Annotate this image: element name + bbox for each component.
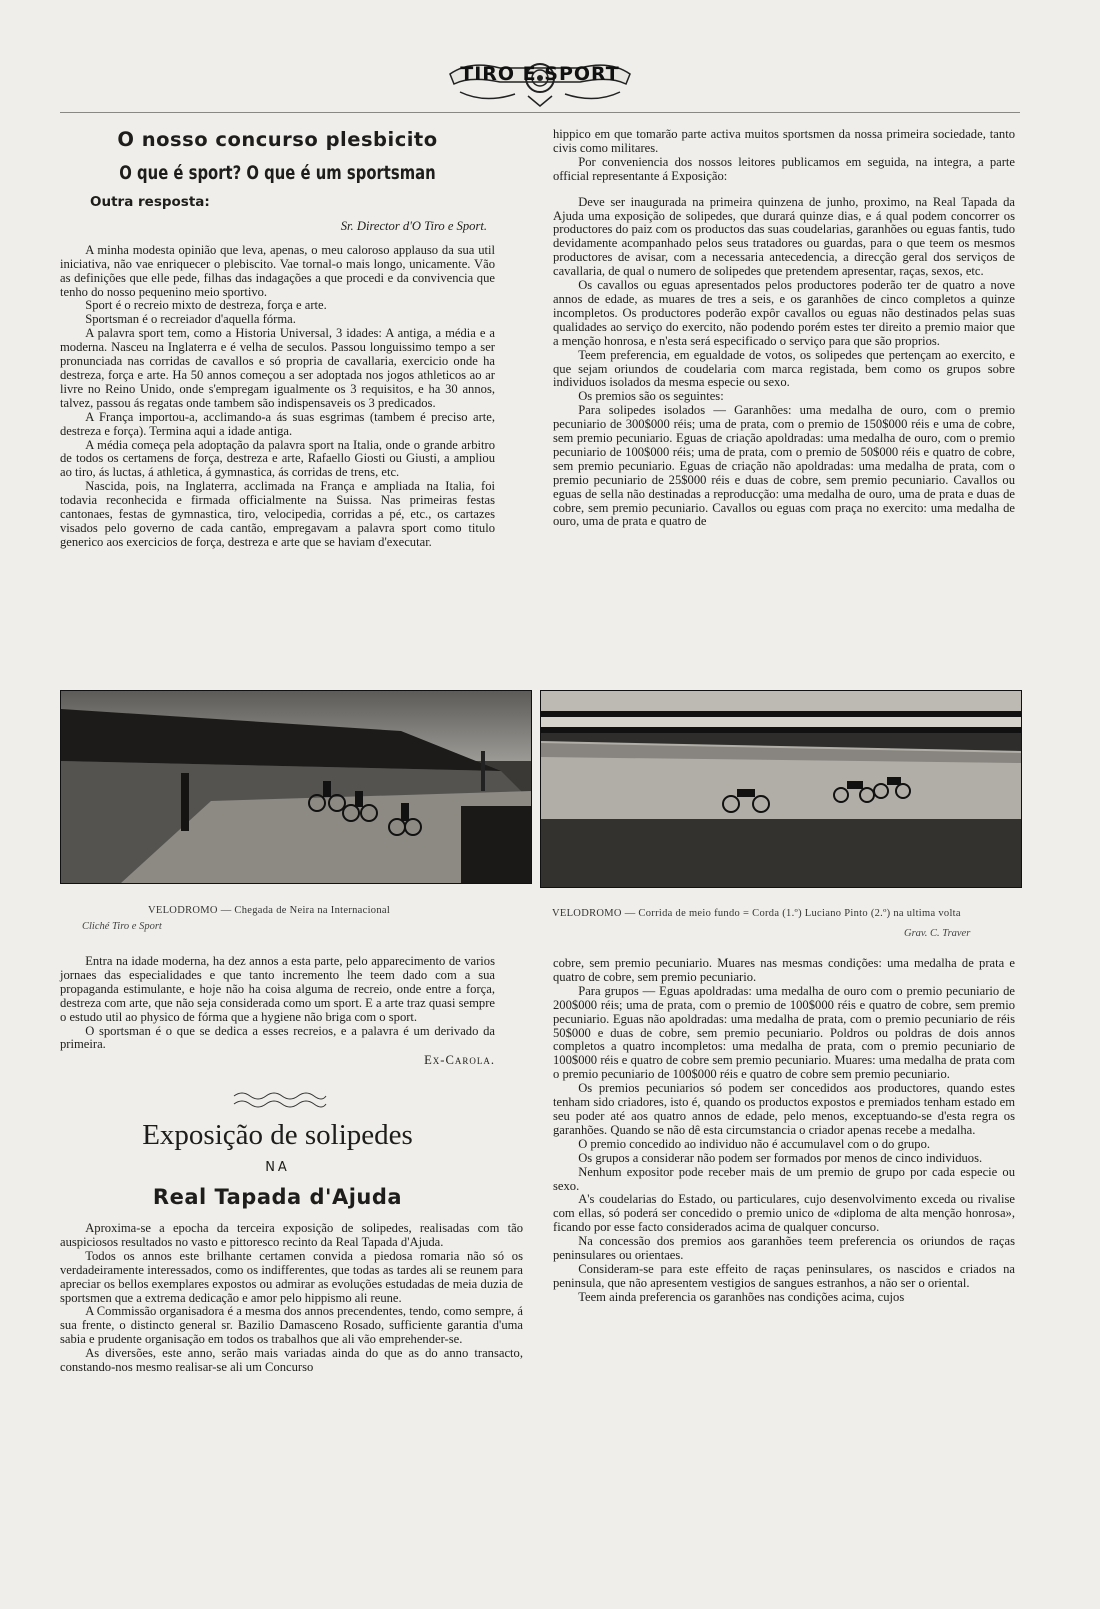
section-divider-ornament: [232, 1090, 328, 1110]
exposicao-intro: [60, 1222, 523, 1375]
paragraph: hippico em que tomarão parte activa muitos sportsmen da nossa primeira sociedade, tanto civis como militares.: [553, 127, 1015, 155]
exposicao-subtitle: Real Tapada d'Ajuda: [152, 1185, 403, 1209]
exposicao-na-label: NA: [265, 1160, 290, 1175]
paragraph: Os cavallos ou eguas apresentados pelos productores poderão ter de quatro a nove annos de edade, as muares de tres a seis, e os garanhões de cinco completos a quinze incompletos. Os productores poderão expôr cavallos ou eguas não destinados pelas suas qualidades ao serviço do exercito, não podendo porém estes ter direito a premio maior que a menção honrosa, e n'esta será especificado o serviço para que são proprios.: [553, 278, 1015, 348]
paragraph: O sportsman é o que se dedica a esses recreios, e a palavra é um derivado da primeira.: [60, 1023, 495, 1052]
paragraph: As diversões, este anno, serão mais variadas ainda do que as do anno transacto, constando-nos mesmo realisar-se ali um Concurso: [60, 1346, 523, 1375]
paragraph: Entra na idade moderna, ha dez annos a esta parte, pelo apparecimento de varios jornaes das especialidades e que tanto incremento lhe teem dado com a sua propaganda estimulante, e hoje não ha coisa alguma de recreio, onde entre a força, destreza com arte, que não seja considerada como um sport. E a arte traz quasi sempre o estudo util ao physico de fórma que a hygiene não briga com o sport.: [60, 954, 495, 1024]
photo-caption-left: VELODROMO — Chegada de Neira na Internacional: [148, 905, 391, 916]
velodrome-race-image: [541, 691, 1021, 887]
article-signature: Ex-Carola.: [424, 1053, 495, 1068]
paragraph: Deve ser inaugurada na primeira quinzena de junho, proximo, na Real Tapada da Ajuda uma exposição de solipedes, que durará quinze dias, e á qual podem concorrer os productores do paiz com os productos das suas coudelarias, garanhões ou eguas fantis, tudo devidamente acompanhado pelos seus tratadores ou guardas, para o que teem os mesmos productores de avisar, com a necessaria antecedencia, a direcção geral dos serviços de cavallaria, de qual o numero de solipedes que pretendem apresentar, raças, sexos, etc.: [553, 194, 1015, 279]
letter-salutation: Sr. Director d'O Tiro e Sport.: [340, 218, 487, 233]
paragraph: A minha modesta opinião que leva, apenas, o meu caloroso applauso da sua util iniciativa, não vae enriquecer o plebiscito. Vae tornal-o mais longo, unicamente. Vão as definições que elle pede, filhas das indagações a que procedi e da convivencia que tenho do nosso pequenino meio sportivo.: [60, 242, 495, 299]
photo-velodromo-chegada: [60, 690, 532, 884]
masthead-title: TIRO E SPORT: [460, 63, 620, 85]
paragraph: Teem preferencia, em egualdade de votos, os solipedes que pertençam ao exercito, e que sejam oriundos de coudelaria com marca registada, bem como os grupos sobre individuos isolados da mesma especie ou sexo.: [553, 347, 1015, 390]
paragraph: Para solipedes isolados — Garanhões: uma medalha de ouro, com o premio pecuniario de 300$000 réis; uma de prata, com o premio de 150$000 réis e uma de cobre, sem premio pecuniario. Eguas de criação apoldradas: uma medalha de ouro, com o premio pecuniario de 100$000 réis; uma de prata, com o premio de 50$000 réis e quatro de cobre, sem premio pecuniario. Eguas de criação não apoldradas: uma medalha de prata, com o premio pecuniario de 25$000 réis e duas de cobre, sem premio pecuniario. Cavallos ou eguas de sella não destinadas a reproducção: uma medalha de ouro, uma de prata e duas de cobre, sem premio pecuniario. Cavallos ou eguas com praça no exercito: uma medalha de ouro, uma de prata e quatro de: [553, 403, 1015, 529]
paragraph: Para grupos — Eguas apoldradas: uma medalha de ouro com o premio pecuniario de 200$000 réis; uma de prata, com o premio de 100$000 réis e quatro de cobre, sem premio pecuniario. Eguas não apoldradas: uma medalha de prata, com o premio pecuniario de réis 50$000 e duas de cobre, sem premio pecuniario. Poldros ou poldras de dois annos completos a quatro incompletos: uma medalha de prata, com o premio pecuniario de 100$000 réis e quatro de cobre sem premio pecuniario. Muares: uma medalha de prata com o premio pecuniario de 100$000 réis e quatro de cobre sem premio pecuniario.: [553, 983, 1015, 1082]
paragraph: Aproxima-se a epocha da terceira exposição de solipedes, realisadas com tão auspiciosos resultados no vasto e pittoresco recinto da Real Tapada d'Ajuda.: [60, 1221, 523, 1249]
photo-caption-right: VELODROMO — Corrida de meio fundo = Corda (1.º) Luciano Pinto (2.º) na ultima volta: [552, 908, 961, 919]
exposicao-regulamento-part1: [553, 128, 1015, 529]
paragraph: Sport é o recreio mixto de destreza, força e arte.: [85, 298, 327, 313]
paragraph: A média começa pela adoptação da palavra sport na Italia, onde o grande arbitro de todos os certamens de força, destreza e arte, Rafaello Giosti ou Giusti, a ampliou ao tiro, ás luctas, á athletica, á gymnastica, ás corridas de trens, etc.: [60, 437, 495, 480]
velodrome-finish-image: [61, 691, 531, 883]
paragraph: Sportsman é o recreiador d'aquella fórma.: [85, 312, 296, 327]
photo-velodromo-meio-fundo: [540, 690, 1022, 888]
paragraph: Nascida, pois, na Inglaterra, acclimada na França e ampliada na Italia, foi todavia reconhecida e firmada officialmente na Suissa. Nas primeiras festas cantonaes, festas de gymnastica, tiro, velocipedia, corridas a pé, etc., os cartazes visados pelo governo de cada cantão, empregavam a palavra sport como titulo generico aos exercicios de força, destreza e arte que se haviam d'executar.: [60, 479, 495, 549]
photo-credit-left: Cliché Tiro e Sport: [82, 921, 162, 932]
exposicao-title: Exposição de solipedes: [142, 1119, 413, 1151]
paragraph: Teem ainda preferencia os garanhões nas condições acima, cujos: [578, 1289, 905, 1304]
paragraph: Por conveniencia dos nossos leitores publicamos em seguida, na integra, a parte official representante á Exposição:: [553, 154, 1015, 183]
masthead-logo: [440, 54, 640, 108]
paragraph: Os grupos a considerar não podem ser formados por menos de cinco individuos.: [578, 1150, 983, 1165]
paragraph: Os premios pecuniarios só podem ser concedidos aos productores, quando estes tenham sido criadores, isto é, quando os productos expostos e premiados tenham estado em seu poder até aos quatro annos de edade, pelo menos, exceptuando-se d'esta regra os garanhões. Quando se não dê esta circumstancia o criador apenas recebe a medalha.: [553, 1081, 1015, 1137]
paragraph: O premio concedido ao individuo não é accumulavel com o do grupo.: [578, 1136, 931, 1151]
paragraph: Os premios são os seguintes:: [578, 389, 724, 404]
paragraph: Na concessão dos premios aos garanhões teem preferencia os oriundos de raças peninsulares ou orientaes.: [553, 1234, 1015, 1263]
photo-credit-right: Grav. C. Traver: [904, 928, 971, 939]
article-subtitle: O que é sport? O que é um sportsman: [119, 162, 436, 184]
article-plebiscito-continued: [60, 955, 495, 1068]
article-kicker: Outra resposta:: [90, 194, 210, 210]
paragraph: Nenhum expositor pode receber mais de um premio de grupo por cada especie ou sexo.: [553, 1164, 1015, 1193]
paragraph: A palavra sport tem, como a Historia Universal, 3 idades: A antiga, a média e a moderna. Nasceu na Inglaterra e é velha de seculos. Passou longuissimo tempo a ser pronunciada nas corridas de cavallos e só propria de cavallaria, exercicio onde ha destreza, força e arte. Ha 50 annos começou a ser adoptada nos jogos athleticos ao ar livre no Reino Unido, onde s'empregam igualmente os 3 requisitos, e ha 30 annos, talvez, passou ás regatas onde tambem são indispensaveis os 3 predicados.: [60, 326, 495, 410]
paragraph: A's coudelarias do Estado, ou particulares, cujo desenvolvimento exceda ou rivalise com ellas, só poderá ser concedido o premio unico de «diploma de alta menção honrosa», ficando por esse facto considerados acima de qualquer concurso.: [553, 1192, 1015, 1235]
header-rule: [60, 112, 1020, 113]
paragraph: A Commissão organisadora é a mesma dos annos precendentes, tendo, como sempre, á sua frente, o distincto general sr. Bazilio Damasceno Rosado, sufficiente garantia d'uma sabia e prudente organisação em todos os trabalhos que ali vão emprehender-se.: [60, 1304, 523, 1347]
paragraph: Todos os annos este brilhante certamen convida a piedosa romaria não só os verdadeiramente interessados, como os indifferentes, que todas as tardes ali se reunem para apreciar os bellos exemplares expostos ou admirar as evoluções estudadas de meia duzia de sportsmen que a extrema dedicação e amor pelo hippismo ali reune.: [60, 1248, 523, 1305]
exposicao-regulamento-part2: [553, 957, 1015, 1305]
masthead-emblem: [440, 54, 640, 108]
paragraph: A França importou-a, acclimando-a ás suas esgrimas (tambem é preciso arte, destreza e força). Termina aqui a idade antiga.: [60, 409, 495, 438]
article-plebiscito: [60, 128, 495, 550]
paragraph: cobre, sem premio pecuniario. Muares nas mesmas condições: uma medalha de prata e quatro de cobre, sem premio pecuniario.: [553, 956, 1015, 984]
article-title: O nosso concurso plesbicito: [117, 128, 438, 151]
paragraph: Consideram-se para este effeito de raças peninsulares, os nascidos e criados na peninsula, que não apresentem vestigios de sangues estranhos, a não ser o oriental.: [553, 1261, 1015, 1290]
